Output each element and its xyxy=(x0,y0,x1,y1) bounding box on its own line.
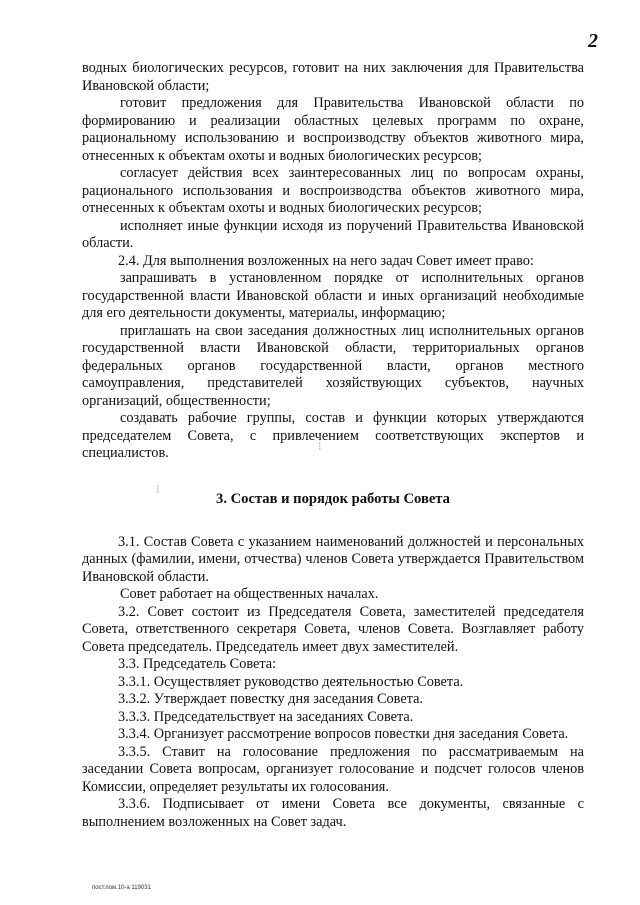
footer-code: пост.пом.10-а 119031 xyxy=(92,885,151,891)
paragraphs-bottom xyxy=(82,534,584,832)
paragraph: 2.4. Для выполнения возложенных на него задач Совет имеет право: xyxy=(118,252,534,269)
paragraph: готовит предложения для Правительства Ивановской области по формированию и реализации областных целевых программ по охране, рациональному использованию и воспроизводству объектов животного мира, отнесенных к объектам охоты и водных биологических ресурсов; xyxy=(82,95,584,164)
page-number: 2 xyxy=(588,30,598,52)
paragraph: приглашать на свои заседания должностных лиц исполнительных органов государственной власти Ивановской области, территориальных органов федеральных органов государственной власти, органов местного самоуправления, представителей хозяйствующих субъектов, научных организаций, общественности; xyxy=(82,322,584,409)
paragraph: 3.3.2. Утверждает повестку дня заседания Совета. xyxy=(118,691,424,707)
paragraph: запрашивать в установленном порядке от исполнительных органов государственной власти Ивановской области и иных организаций необходимые для его деятельности документы, материалы, информацию; xyxy=(82,270,584,321)
paragraph: 3.3.3. Председательствует на заседаниях Совета. xyxy=(118,708,414,725)
paragraph: 3.3. Председатель Совета: xyxy=(118,656,277,672)
paragraph: 3.1. Состав Совета с указанием наименований должностей и персональных данных (фамилии, имени, отчества) членов Совета утверждается Правительством Ивановской области. xyxy=(82,533,584,585)
paragraph: Совет работает на общественных началах. xyxy=(120,586,379,602)
paragraph: 3.3.6. Подписывает от имени Совета все документы, связанные с выполнением возложенных на Совет задач. xyxy=(82,796,584,830)
paragraph: 3.3.1. Осуществляет руководство деятельностью Совета. xyxy=(118,673,464,690)
paragraph: создавать рабочие группы, состав и функции которых утверждаются председателем Совета, с привлечением соответствующих экспертов и специалистов. xyxy=(82,410,584,461)
paragraph: 3.2. Совет состоит из Председателя Совета, заместителей председателя Совета, ответственного секретаря Совета, членов Совета. Возглавляет работу Совета председатель. Председатель имеет двух заместителей. xyxy=(82,603,584,655)
document-body xyxy=(82,60,584,831)
paragraph: 3.3.4. Организует рассмотрение вопросов повестки дня заседания Совета. xyxy=(118,726,569,742)
paragraph: водных биологических ресурсов, готовит на них заключения для Правительства Ивановской области; xyxy=(82,60,584,94)
paragraphs-top xyxy=(82,60,584,463)
paragraph: исполняет иные функции исходя из поручений Правительства Ивановской области. xyxy=(82,217,584,251)
scan-mark: ⁝ xyxy=(156,484,160,496)
paragraph: согласует действия всех заинтересованных лиц по вопросам охраны, рационального использования и воспроизводства объектов животного мира, отнесенных к объектам охоты и водных биологических ресурсов; xyxy=(82,165,584,216)
paragraph: 3.3.5. Ставит на голосование предложения по рассматриваемым на заседании Совета вопросам, организует голосование и подсчет голосов членов Комиссии, определяет результаты их голосования. xyxy=(82,743,584,795)
scan-mark: ⁝ xyxy=(318,441,322,453)
section-heading: 3. Состав и порядок работы Совета xyxy=(216,490,450,507)
